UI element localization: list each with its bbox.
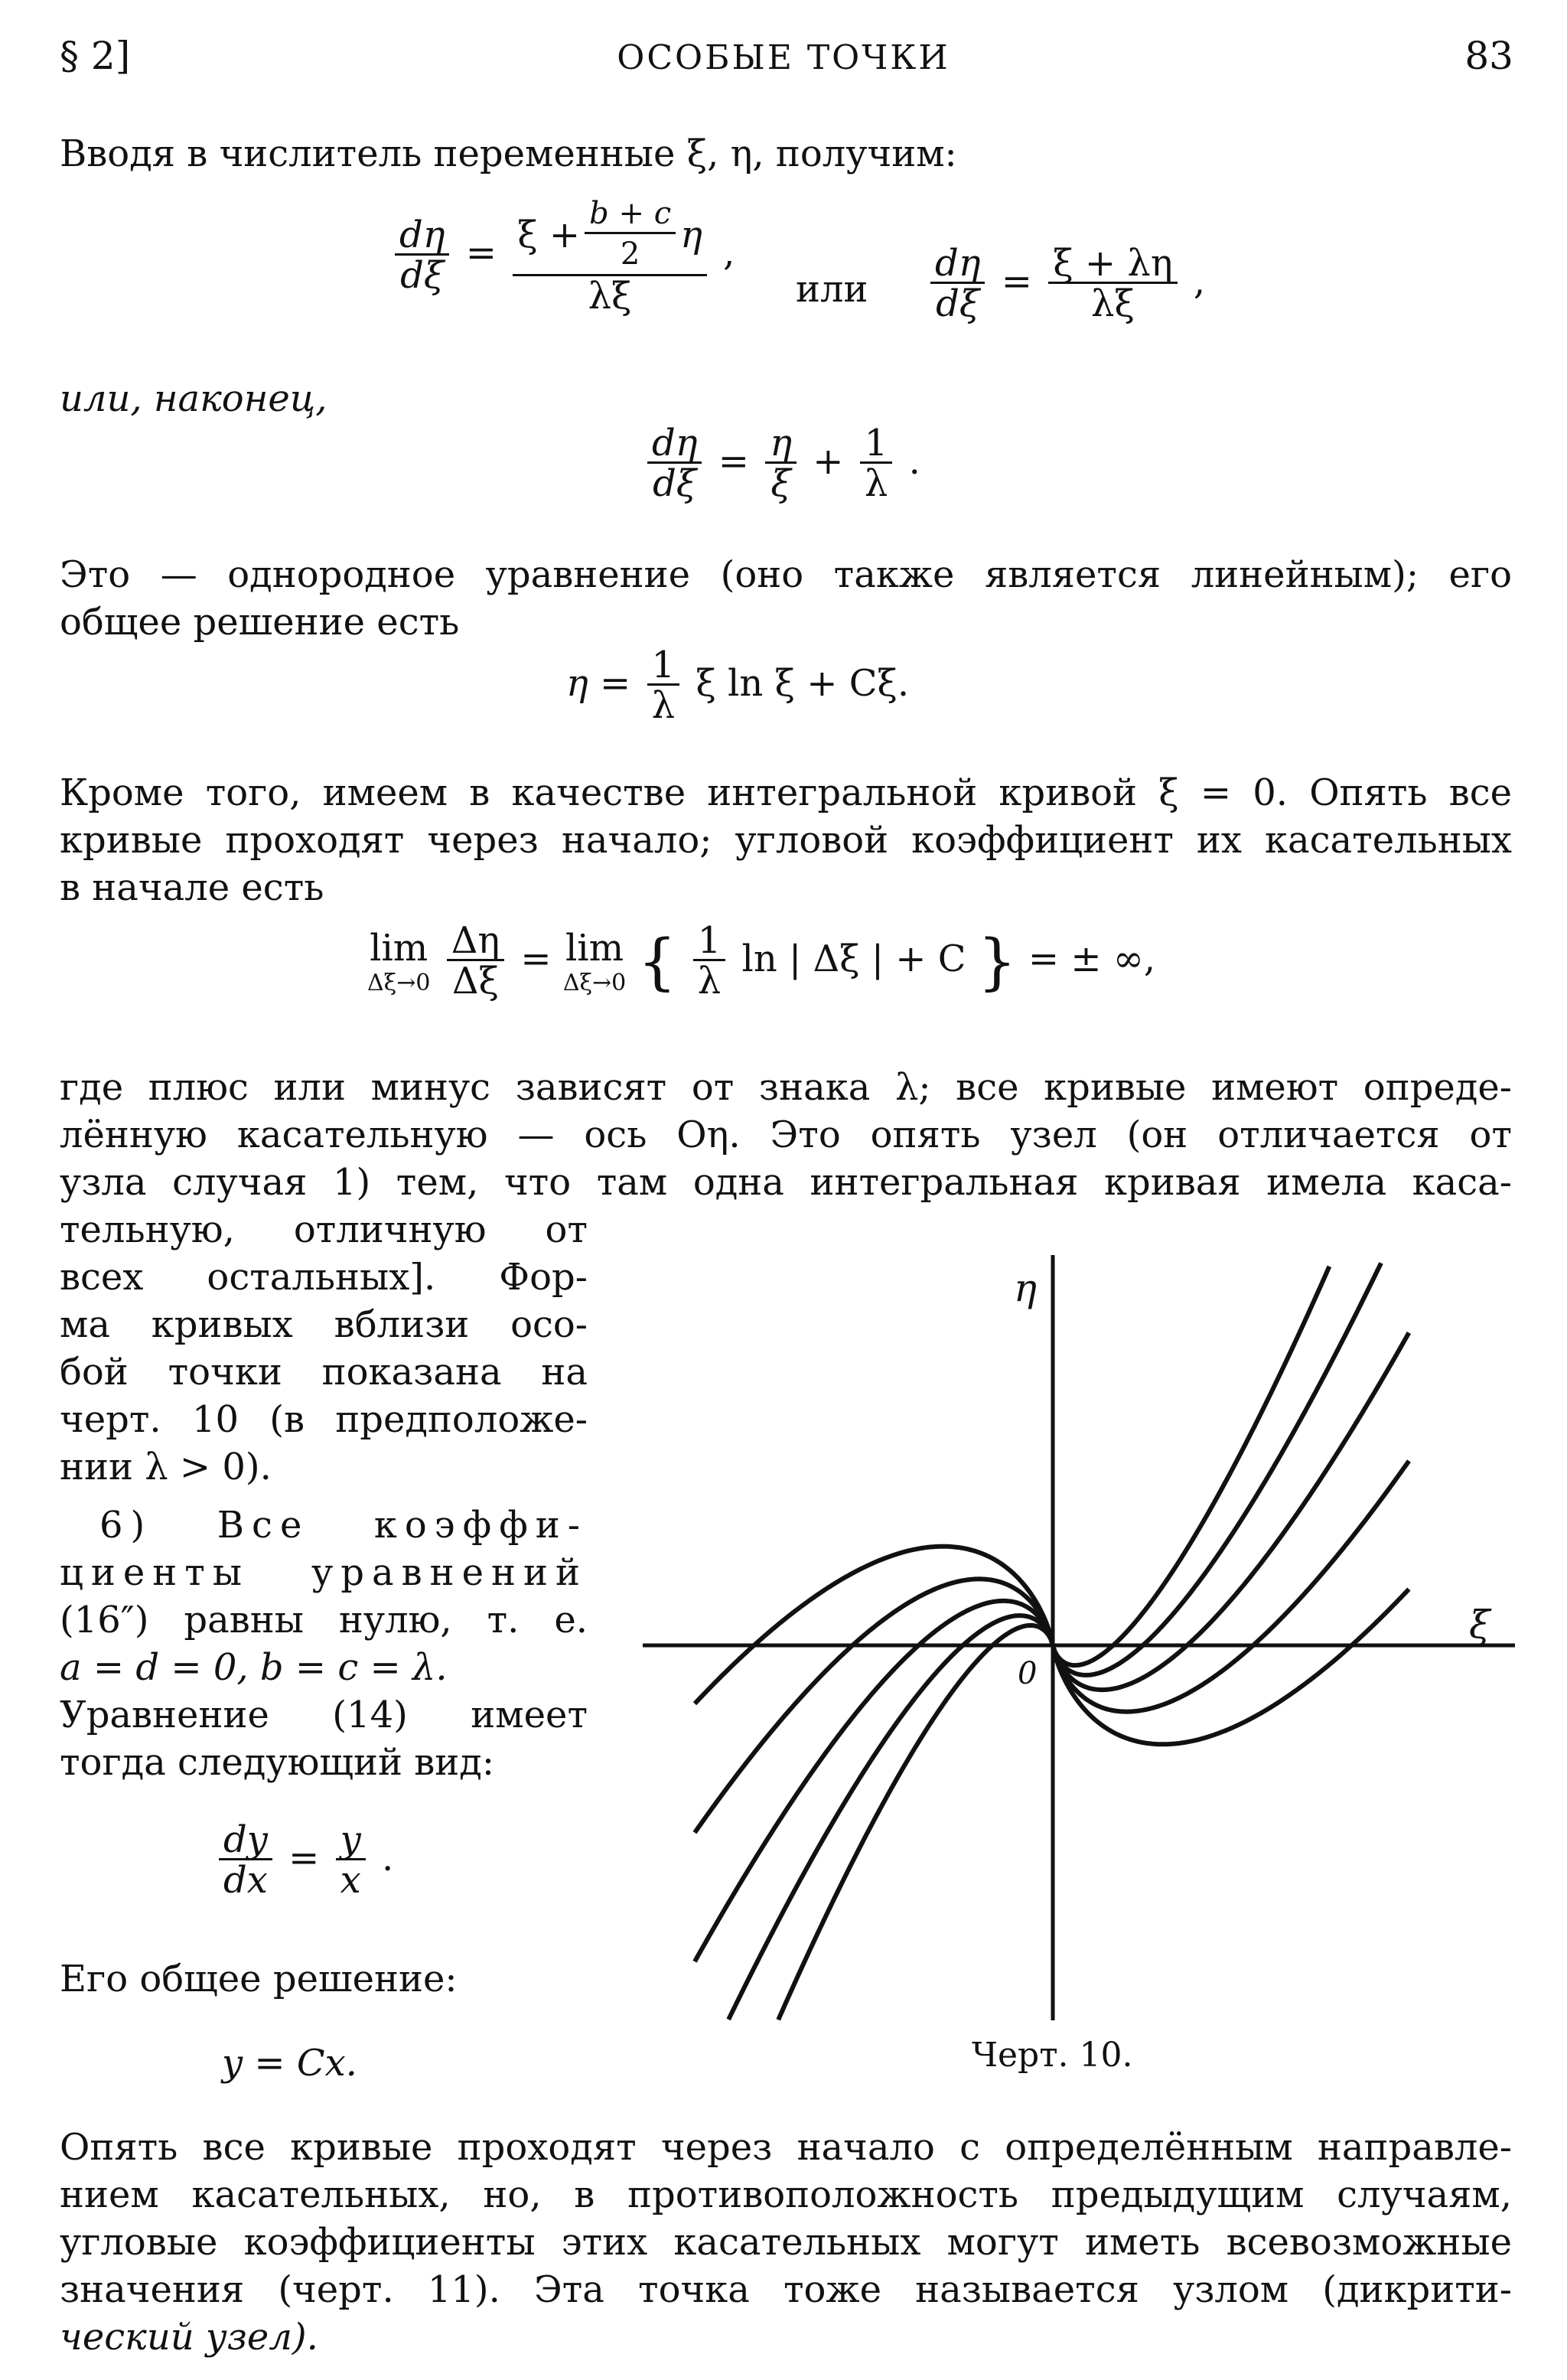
eq4-result: = ± ∞, — [1028, 937, 1156, 980]
case6-line-2: циенты уравнений — [60, 1551, 588, 1594]
lim-label: lim — [565, 927, 624, 970]
case6-line-5: Уравнение (14) имеет — [60, 1694, 588, 1736]
origin-label: 0 — [1018, 1656, 1038, 1691]
inner-num: b + c — [585, 195, 676, 234]
frac-num: dη — [647, 425, 702, 464]
frac-num: η — [765, 425, 797, 464]
frac-num: dη — [395, 217, 449, 256]
left-col-line-2: всех остальных]. Фор- — [60, 1256, 588, 1299]
figure-caption: Черт. 10. — [972, 2036, 1133, 2075]
paragraph-3-line-1: Кроме того, имеем в качестве интегральной кривой ξ = 0. Опять все — [60, 771, 1512, 814]
case6-line-3: (16″) равны нулю, т. е. — [60, 1599, 588, 1642]
equation-1a: $\frac{d\eta}{d\xi}$ = ξ + $\frac{b + c}{2}$ η λξ , — [390, 195, 735, 316]
eq3-rest: ξ ln ξ + Cξ. — [696, 662, 910, 705]
paragraph-intro: Вводя в числитель переменные ξ, η, получим: — [60, 132, 957, 175]
punct: . — [381, 1837, 394, 1880]
case6-line-4: a = d = 0, b = c = λ. — [60, 1646, 448, 1689]
punct: , — [723, 231, 735, 275]
eq3-lhs: η = — [566, 662, 631, 705]
figure-10 — [627, 1240, 1530, 2082]
equation-1b: $\frac{d\eta}{d\xi}$ = $\frac{\xi + \lambda\eta}{\lambda\xi}$ , — [926, 245, 1205, 324]
paragraph-4-line-3: узла случая 1) тем, что там одна интегральная кривая имела каса- — [60, 1161, 1512, 1204]
paragraph-4-line-1: где плюс или минус зависят от знака λ; все кривые имеют опреде- — [60, 1066, 1512, 1109]
paragraph-3-line-3: в начале есть — [60, 866, 324, 909]
equation-4: lim Δξ→0 $\frac{\Delta\eta}{\Delta\xi}$ = lim Δξ→0 { $\frac{1}{\lambda}$ ln | Δξ | + C } = ± ∞, — [367, 919, 1156, 1003]
general-solution-label: Его общее решение: — [60, 1958, 458, 2000]
frac-den: λ — [697, 960, 722, 1003]
paragraph-5-line-2: нием касательных, но, в противоположность предыдущим случаям, — [60, 2173, 1512, 2216]
punct: . — [908, 440, 920, 483]
frac-den: λξ — [588, 275, 632, 318]
frac-den: ξ — [770, 462, 791, 505]
frac-num: ξ + λη — [1048, 245, 1177, 284]
num-left: ξ + — [517, 213, 581, 256]
frac-den: x — [340, 1859, 361, 1902]
frac-num: y — [336, 1821, 366, 1860]
equation-3 — [566, 644, 910, 727]
case6-line-1: 6) Все коэффи- — [99, 1504, 588, 1547]
paragraph-5-line-4: значения (черт. 11). Эта точка тоже называется узлом (дикрити- — [60, 2268, 1512, 2311]
paragraph-5-line-1: Опять все кривые проходят через начало с определённым направле- — [60, 2126, 1512, 2169]
equation-2: $\frac{d\eta}{d\xi}$ = $\frac{\eta}{\xi}$ + $\frac{1}{\lambda}$ . — [643, 425, 920, 504]
paragraph-4-line-2: лённую касательную — ось Oη. Это опять узел (он отличается от — [60, 1113, 1512, 1156]
equation-5: $\frac{dy}{dx}$ = $\frac{y}{x}$ . — [214, 1821, 393, 1900]
section-marker: § 2] — [60, 34, 131, 78]
frac-num: 1 — [693, 922, 726, 961]
lim-subscript: Δξ→0 — [367, 970, 431, 996]
or-finally: или, наконец, — [60, 377, 327, 420]
xi-axis-label: ξ — [1469, 1602, 1490, 1647]
paragraph-5-line-5: ческий узел). — [60, 2316, 318, 2359]
case6-line-6: тогда следующий вид: — [60, 1741, 495, 1784]
frac-num: dy — [219, 1821, 272, 1860]
eq-sign: = — [520, 937, 552, 980]
running-title: ОСОБЫЕ ТОЧКИ — [617, 38, 950, 77]
lim-subscript: Δξ→0 — [562, 970, 627, 996]
frac-num: dη — [930, 245, 985, 284]
frac-num: 1 — [860, 425, 893, 464]
integral-curve — [728, 1263, 1381, 2019]
num-right: η — [680, 213, 702, 256]
frac-den: dξ — [936, 282, 980, 325]
left-col-line-3: ма кривых вблизи осо- — [60, 1303, 588, 1346]
equation-or: или — [796, 268, 868, 311]
frac-num: 1 — [647, 647, 680, 686]
left-col-line-6: нии λ > 0). — [60, 1446, 272, 1488]
frac-den: Δξ — [451, 960, 499, 1003]
frac-den: dξ — [653, 462, 697, 505]
lim-label: lim — [370, 927, 428, 970]
punct: , — [1193, 260, 1206, 303]
paragraph-3-line-2: кривые проходят через начало; угловой коэффициент их касательных — [60, 819, 1512, 862]
equation-6: y = Cx. — [222, 2042, 357, 2085]
page-number: 83 — [1464, 34, 1513, 78]
left-col-line-4: бой точки показана на — [60, 1351, 588, 1394]
frac-den: λ — [864, 462, 888, 505]
frac-den: λ — [651, 684, 675, 727]
frac-den: λξ — [1090, 282, 1135, 325]
left-col-line-5: черт. 10 (в предположе- — [60, 1398, 588, 1441]
paragraph-5-line-3: угловые коэффициенты этих касательных могут иметь всевозможные — [60, 2221, 1512, 2264]
frac-num: Δη — [447, 922, 504, 961]
eta-axis-label: η — [1014, 1266, 1037, 1310]
left-col-line-1: тельную, отличную от — [60, 1208, 588, 1251]
paragraph-2-line-1: Это — однородное уравнение (оно также является линейным); его — [60, 553, 1512, 596]
paragraph-2-line-2: общее решение есть — [60, 601, 460, 644]
frac-den: dξ — [400, 253, 445, 297]
brace-body: ln | Δξ | + C — [741, 937, 966, 980]
frac-den: dx — [223, 1859, 268, 1902]
inner-den: 2 — [620, 236, 640, 272]
